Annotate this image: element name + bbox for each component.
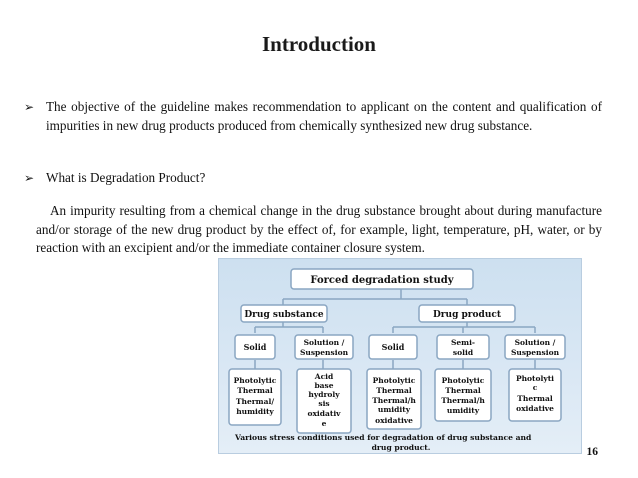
leaf-dp-solution-line4: oxidative [516, 404, 554, 413]
box-dp-solution-line2: Suspension [510, 348, 560, 357]
leaf-ds-solution-line1: Acid [314, 372, 334, 381]
box-drug-product [419, 305, 515, 322]
leaf-dp-solution-line3: Thermal [517, 394, 553, 403]
bullet-objective-text: The objective of the guideline makes recommendation to applicant on the content and qualification of impurities in new drug products produced from chemically synthesized new drug substance. [46, 99, 602, 133]
leaf-dp-solution-conditions [509, 369, 561, 421]
leaf-dp-solid-line1: Photolytic [372, 376, 416, 385]
box-ds-solution-suspension [295, 335, 353, 359]
box-dp-solution-suspension [505, 335, 565, 359]
forced-degradation-diagram [218, 258, 582, 454]
box-dp-semisolid-line1: Semi- [450, 338, 476, 347]
leaf-ds-solution-line3: hydroly [308, 390, 340, 399]
arrow-bullet-icon: ➢ [24, 100, 35, 114]
bullet-degradation-question-text: What is Degradation Product? [46, 170, 206, 185]
leaf-dp-solution-line1: Photolyti [515, 374, 555, 383]
box-drug-product-label: Drug product [432, 310, 502, 320]
box-dp-solid-label: Solid [381, 342, 405, 352]
leaf-dp-solid-line2: Thermal [376, 386, 412, 395]
diagram-svg [219, 259, 583, 455]
arrow-bullet-icon: ➢ [24, 171, 35, 185]
leaf-dp-solid-conditions [367, 369, 421, 429]
definition-paragraph [36, 202, 602, 258]
leaf-ds-solution-line2: base [314, 381, 334, 390]
figure-caption-line2: drug product. [371, 443, 431, 452]
slide-title: Introduction [262, 32, 376, 56]
leaf-dp-solid-line4: umidity [377, 405, 411, 414]
leaf-dp-solution-line2: c [532, 383, 538, 392]
box-forced-degradation-study [291, 269, 473, 289]
leaf-ds-solid-conditions [229, 369, 281, 425]
box-dp-solution-line1: Solution / [514, 338, 556, 347]
leaf-dp-semisolid-line1: Photolytic [441, 376, 485, 385]
leaf-dp-semisolid-line4: umidity [446, 406, 480, 415]
leaf-ds-solution-line6: e [321, 419, 327, 428]
box-ds-solution-line1: Solution / [303, 338, 345, 347]
leaf-dp-semisolid-line3: Thermal/h [441, 396, 485, 405]
box-dp-semisolid [437, 335, 489, 359]
definition-text: An impurity resulting from a chemical change in the drug substance brought about during manufacture and/or storage of the new drug product by the effect of, for example, light, temperature, pH, water, or by reaction with an excipient and/or the immediate container closure system. [36, 203, 602, 255]
leaf-dp-semisolid-line2: Thermal [445, 386, 481, 395]
bullet-objective [24, 98, 602, 135]
leaf-ds-solid-line2: Thermal [237, 386, 273, 395]
box-ds-solid [235, 335, 275, 359]
box-dp-semisolid-line2: solid [452, 348, 474, 357]
box-dp-solid [369, 335, 417, 359]
leaf-dp-solid-line3: Thermal/h [372, 396, 416, 405]
leaf-ds-solid-line4: humidity [236, 407, 274, 416]
leaf-ds-solution-line5: oxidativ [307, 409, 341, 418]
box-ds-solid-label: Solid [243, 342, 267, 352]
leaf-ds-solution-line4: sis [318, 399, 330, 408]
leaf-ds-solid-line1: Photolytic [233, 376, 277, 385]
box-drug-substance [241, 305, 327, 322]
box-root-label: Forced degradation study [310, 275, 454, 286]
figure-caption-line1: Various stress conditions used for degradation of drug substance and [235, 433, 532, 442]
page-number: 16 [586, 446, 598, 458]
leaf-dp-semisolid-conditions [435, 369, 491, 421]
leaf-ds-solution-conditions [297, 369, 351, 433]
box-drug-substance-label: Drug substance [244, 310, 324, 320]
leaf-dp-solid-line5: oxidative [375, 416, 413, 425]
box-ds-solution-line2: Suspension [299, 348, 349, 357]
leaf-ds-solid-line3: Thermal/ [235, 397, 275, 406]
bullet-degradation-question [24, 169, 602, 188]
